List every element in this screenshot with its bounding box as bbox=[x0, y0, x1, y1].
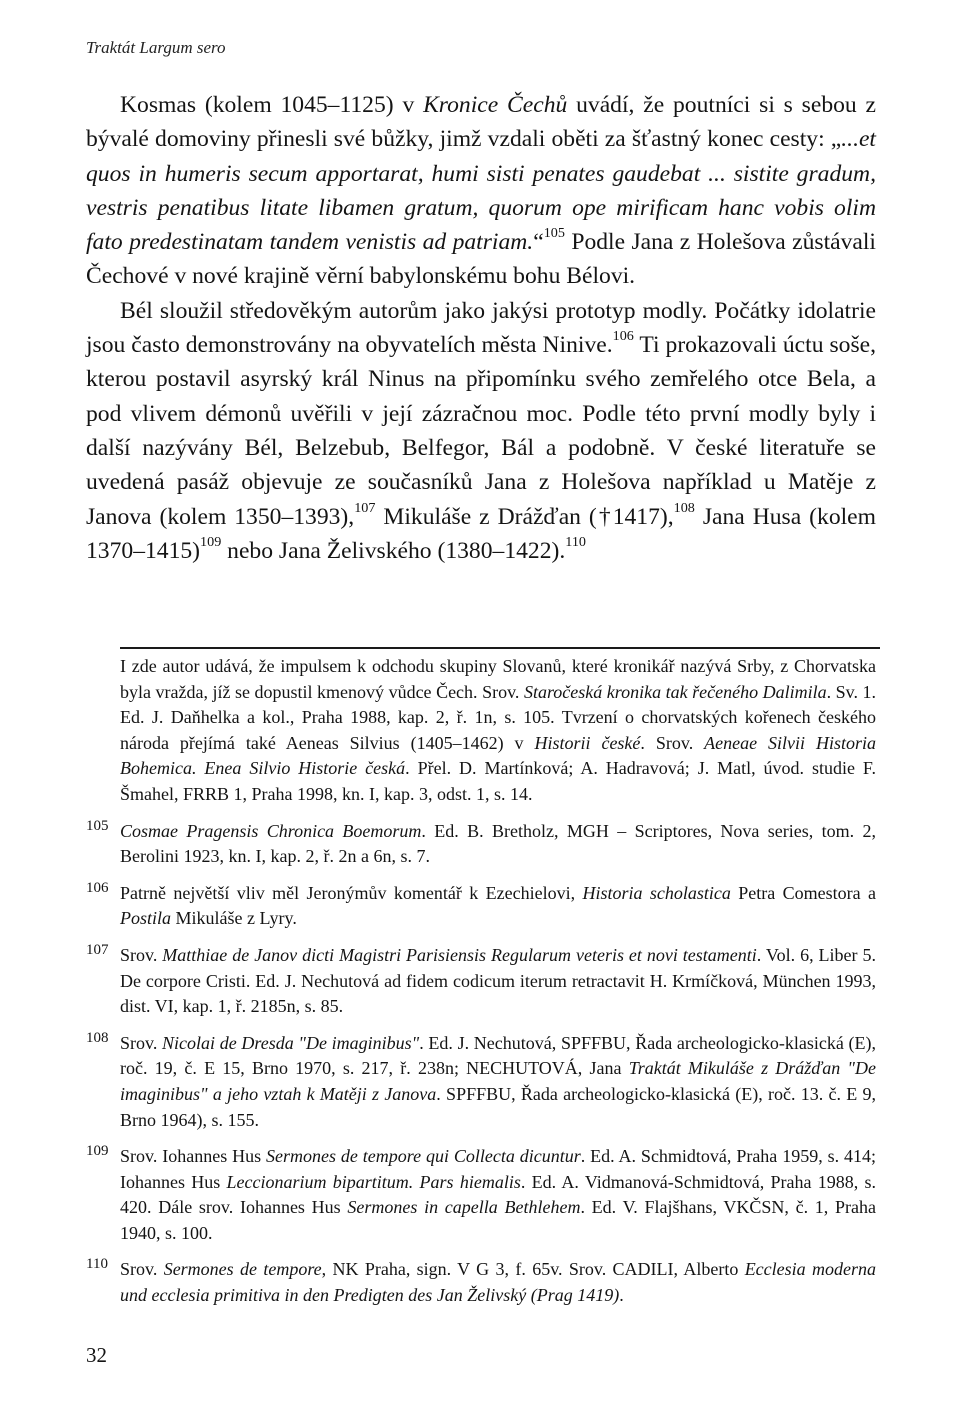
footnote-107: 107 Srov. Matthiae de Janov dicti Magistri Parisiensis Regularum veteris et novi testamenti. Vol. 6, Liber 5. De corpore Cristi. Ed. J. Nechutová ad fidem codicum iterum retractavit H. Krmíčková, München 1993, dist. VI, kap. 1, ř. 2185n, s. 85. bbox=[86, 943, 876, 1020]
footnote-110: 110 Srov. Sermones de tempore, NK Praha, sign. V G 3, f. 65v. Srov. CADILI, Alberto Ecclesia moderna und ecclesia primitiva in den Predigten des Jan Želivský (Prag 1419). bbox=[86, 1257, 876, 1308]
footnote-number: 110 bbox=[86, 1256, 108, 1273]
footnote-number: 105 bbox=[86, 817, 109, 834]
footnote-104-continued: I zde autor udává, že impulsem k odchodu skupiny Slovanů, které kronikář nazývá Srby, z Chorvatska byla vražda, jíž se dopustil kmenový vůdce Čech. Srov. Staročeská kronika tak řečeného Dalimila. Sv. 1. Ed. J. Daňhelka a kol., Praha 1988, kap. 2, ř. 1n, s. 105. Tvrzení o chorvatských kořenech českého národa přejímá také Aeneas Silvius (1405–1462) v Historii české. Srov. Aeneae Silvii Historia Bohemica. Enea Silvio Historie česká. Přel. D. Martínková; A. Hadravová; J. Matl, úvod. studie F. Šmahel, FRRB 1, Praha 1998, kn. I, kap. 3, odst. 1, s. 14. bbox=[120, 656, 876, 804]
footnote-109: 109 Srov. Iohannes Hus Sermones de tempore qui Collecta dicuntur. Ed. A. Schmidtová, Praha 1959, s. 414; Iohannes Hus Leccionarium bipartitum. Pars hiemalis. Ed. A. Vidmanová-Schmidtová, Praha 1988, s. 420. Dále srov. Iohannes Hus Sermones in capella Bethlehem. Ed. V. Flajšhans, VKČSN, č. 1, Praha 1940, s. 100. bbox=[86, 1144, 876, 1246]
footnote-ref-109[interactable]: 109 bbox=[200, 533, 222, 550]
footnote-number: 109 bbox=[86, 1143, 109, 1160]
footnote-106: 106 Patrně největší vliv měl Jeronýmův komentář k Ezechielovi, Historia scholastica Petra Comestora a Postila Mikuláše z Lyry. bbox=[86, 881, 876, 932]
page-number: 32 bbox=[86, 1343, 107, 1367]
running-head: Traktát Largum sero bbox=[86, 38, 226, 57]
footnote-ref-108[interactable]: 108 bbox=[673, 499, 695, 516]
footnote-ref-105[interactable]: 105 bbox=[543, 225, 565, 242]
footnote-ref-107[interactable]: 107 bbox=[354, 499, 376, 516]
paragraph-1: Kosmas (kolem 1045–1125) v Kronice Čechů uvádí, že poutníci si s sebou z bývalé domoviny přinesli své bůžky, jimž vzdali oběti za šťastný konec cesty: „...et quos in humeris secum apportarat, humi sisti penates gaudebat ... sistite gradum, vestris penatibus litate libamen gratum, quorum ope mirificam hanc vobis olim fato predestinatam tandem venistis ad patriam.“$^{105}$ Podle Jana z Holešova zůstávali Čechové v nové krajině věrní babylonskému bohu Bélovi. bbox=[86, 92, 877, 290]
footnote-ref-110[interactable]: 110 bbox=[565, 533, 586, 550]
footnote-number: 107 bbox=[86, 941, 109, 958]
footnote-105: 105 Cosmae Pragensis Chronica Boemorum. Ed. B. Bretholz, MGH – Scriptores, Nova series, tom. 2, Berolini 1923, kn. I, kap. 2, ř. 2n a 6n, s. 7. bbox=[86, 819, 876, 870]
main-text bbox=[86, 88, 876, 568]
footnote-divider bbox=[120, 647, 880, 649]
footnote-number: 106 bbox=[86, 879, 109, 896]
footnote-108: 108 Srov. Nicolai de Dresda "De imaginibus". Ed. J. Nechutová, SPFFBU, Řada archeologicko-klasická (E), roč. 19, č. E 15, Brno 1970, s. 217, ř. 238n; NECHUTOVÁ, Jana Traktát Mikuláše z Drážďan "De imaginibus" a jeho vztah k Matěji z Janova. SPFFBU, Řada archeologicko-klasická (E), roč. 13. č. E 9, Brno 1964), s. 155. bbox=[86, 1031, 876, 1133]
footnotes bbox=[86, 654, 876, 1320]
footnote-ref-106[interactable]: 106 bbox=[612, 328, 634, 345]
footnote-number: 108 bbox=[86, 1029, 109, 1046]
paragraph-2: Bél sloužil středověkým autorům jako jakýsi prototyp modly. Počátky idolatrie jsou často demonstrovány na obyvatelích města Ninive.$^{106}$ Ti prokazovali úctu soše, kterou postavil asyrský král Ninus na připomínku svého zemřelého otce Bela, a pod vlivem démonů uvěřili v její zázračnou moc. Podle této první modly byly i další nazývány Bél, Belzebub, Belfegor, Bál a podobně. V české literatuře se uvedená pasáž objevuje ze současníků Jana z Holešova například u Matěje z Janova (kolem 1350–1393),$^{107}$ Mikuláše z Drážďan (†1417),$^{108}$ Jana Husa (kolem 1370–1415)$^{109}$ nebo Jana Želivského (1380–1422).$^{110}$ bbox=[86, 297, 876, 564]
